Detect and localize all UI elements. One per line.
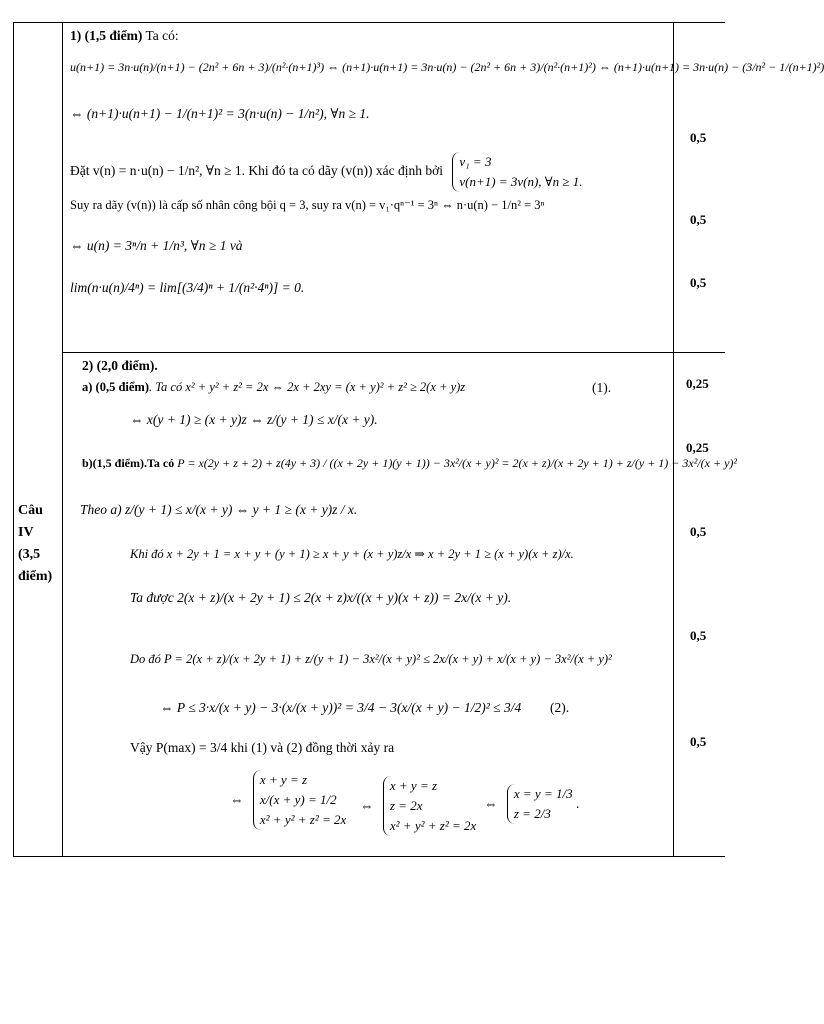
- system-line: x + y = z: [389, 778, 438, 793]
- part2-a-label: a) (0,5 điểm): [82, 380, 149, 394]
- score: 0,5: [690, 275, 707, 290]
- part2-a-line: [82, 380, 465, 395]
- part1-eq2: ⇔ (n+1)·u(n+1) − 1/(n+1)² = 3(n·u(n) − 1/n²), ∀n ≥ 1.: [70, 106, 370, 121]
- equation-tag: (1).: [592, 380, 612, 395]
- part2-a-text: . Ta có x² + y² + z² = 2x ⇔ 2x + 2xy = (x + y)² + z² ≥ 2(x + y)z: [149, 380, 466, 394]
- system-brace: [383, 776, 476, 836]
- part2-b-label: b)(1,5 điểm).Ta có: [82, 456, 175, 470]
- part1-eq5: ⇔ u(n) = 3ⁿ/n + 1/n³, ∀n ≥ 1 và: [70, 238, 243, 253]
- table-col-divider-1: [62, 22, 63, 856]
- part2-b-text: P = x(2y + z + 2) + z(4y + 3) / ((x + 2y + 1)(y + 1)) − 3x²/(x + y)² = 2(x + z)/(x + 2y + 1) + z/(y + 1) − 3x²/(x + y)²: [177, 456, 737, 470]
- section-label-line: Câu: [18, 503, 43, 518]
- score: 0,25: [686, 376, 709, 391]
- part1-eq4: Suy ra dãy (v(n)) là cấp số nhân công bội q = 3, suy ra v(n) = v₁·qⁿ⁻¹ = 3ⁿ ⇔ n·u(n) − 1/n² = 3ⁿ: [70, 198, 545, 212]
- system-line: x² + y² + z² = 2x: [259, 812, 347, 827]
- part1-eq1: u(n+1) = 3n·u(n)/(n+1) − (2n² + 6n + 3)/(n²·(n+1)³) ⇔ (n+1)·u(n+1) = 3n·u(n) − (2n² + 6n + 3)/(n²·(n+1)²) ⇔ (n+1)·u(n+1) = 3n·u(n) − (3/n² − 1/(n+1)²): [70, 60, 824, 74]
- system-line: v₁ = 3: [459, 154, 492, 169]
- part1-heading: [70, 28, 179, 44]
- system-brace: [253, 770, 346, 830]
- table-row-divider: [62, 352, 725, 353]
- score: 0,5: [690, 524, 707, 539]
- section-label-line: IV: [18, 525, 34, 540]
- part2-c1: Theo a) z/(y + 1) ≤ x/(x + y) ⇔ y + 1 ≥ (x + y)z / x.: [80, 502, 358, 517]
- equation-tag: (2).: [550, 700, 570, 715]
- table-col-divider-2: [673, 22, 674, 856]
- system-line: x² + y² + z² = 2x: [389, 818, 477, 833]
- part1-heading-label: 1) (1,5 điểm): [70, 28, 143, 43]
- section-label: [18, 500, 52, 588]
- score: 0,25: [686, 440, 709, 455]
- part2-c6: Vậy P(max) = 3/4 khi (1) và (2) đồng thời xảy ra: [130, 740, 395, 755]
- table-border-bottom: [13, 856, 725, 857]
- table-border-top: [13, 22, 725, 23]
- final-system-1: ⇔ x + y = z x/(x + y) = 1/2 x² + y² + z² = 2x: [230, 770, 346, 830]
- part1-eq3: [70, 152, 583, 192]
- system-line: x + y = z: [259, 772, 308, 787]
- part2-c4: Do đó P = 2(x + z)/(x + 2y + 1) + z/(y + 1) − 3x²/(x + y)² ≤ 2x/(x + y) + x/(x + y) − 3x²/(x + y)²: [130, 652, 612, 666]
- system-line: v(n+1) = 3v(n), ∀n ≥ 1.: [459, 174, 583, 189]
- system-line: z = 2/3: [513, 806, 551, 821]
- part2-heading: 2) (2,0 điểm).: [82, 358, 158, 373]
- part2-c5: ⇔ P ≤ 3·x/(x + y) − 3·(x/(x + y))² = 3/4 − 3(x/(x + y) − 1/2)² ≤ 3/4: [160, 700, 522, 715]
- part2-b-line: [82, 456, 737, 471]
- part1-system: [452, 152, 582, 192]
- part1-heading-tail: Ta có:: [145, 28, 179, 43]
- part2-a-eq2: ⇔ x(y + 1) ≥ (x + y)z ⇔ z/(y + 1) ≤ x/(x + y).: [130, 412, 378, 427]
- score: 0,5: [690, 628, 707, 643]
- score: 0,5: [690, 212, 707, 227]
- system-line: z = 2x: [389, 798, 423, 813]
- part2-c3: Ta được 2(x + z)/(x + 2y + 1) ≤ 2(x + z)x/((x + y)(x + z)) = 2x/(x + y).: [130, 590, 512, 605]
- final-system-3: ⇔ x = y = 1/3 z = 2/3 .: [484, 784, 579, 824]
- part1-eq6: lim(n·u(n)/4ⁿ) = lim[(3/4)ⁿ + 1/(n²·4ⁿ)] = 0.: [70, 280, 305, 295]
- score: 0,5: [690, 130, 707, 145]
- score: 0,5: [690, 734, 707, 749]
- system-line: x = y = 1/3: [513, 786, 573, 801]
- part2-c2: Khi đó x + 2y + 1 = x + y + (y + 1) ≥ x + y + (x + y)z/x ⇒ x + 2y + 1 ≥ (x + y)(x + z)/x.: [130, 547, 574, 561]
- system-brace: [507, 784, 573, 824]
- section-label-line: điểm): [18, 569, 53, 584]
- section-label-line: (3,5: [18, 547, 41, 562]
- final-system-2: ⇔ x + y = z z = 2x x² + y² + z² = 2x: [360, 776, 476, 836]
- system-line: x/(x + y) = 1/2: [259, 792, 337, 807]
- table-border-left: [13, 22, 14, 856]
- part1-eq3-text: Đặt v(n) = n·u(n) − 1/n², ∀n ≥ 1. Khi đó ta có dãy (v(n)) xác định bởi: [70, 163, 444, 179]
